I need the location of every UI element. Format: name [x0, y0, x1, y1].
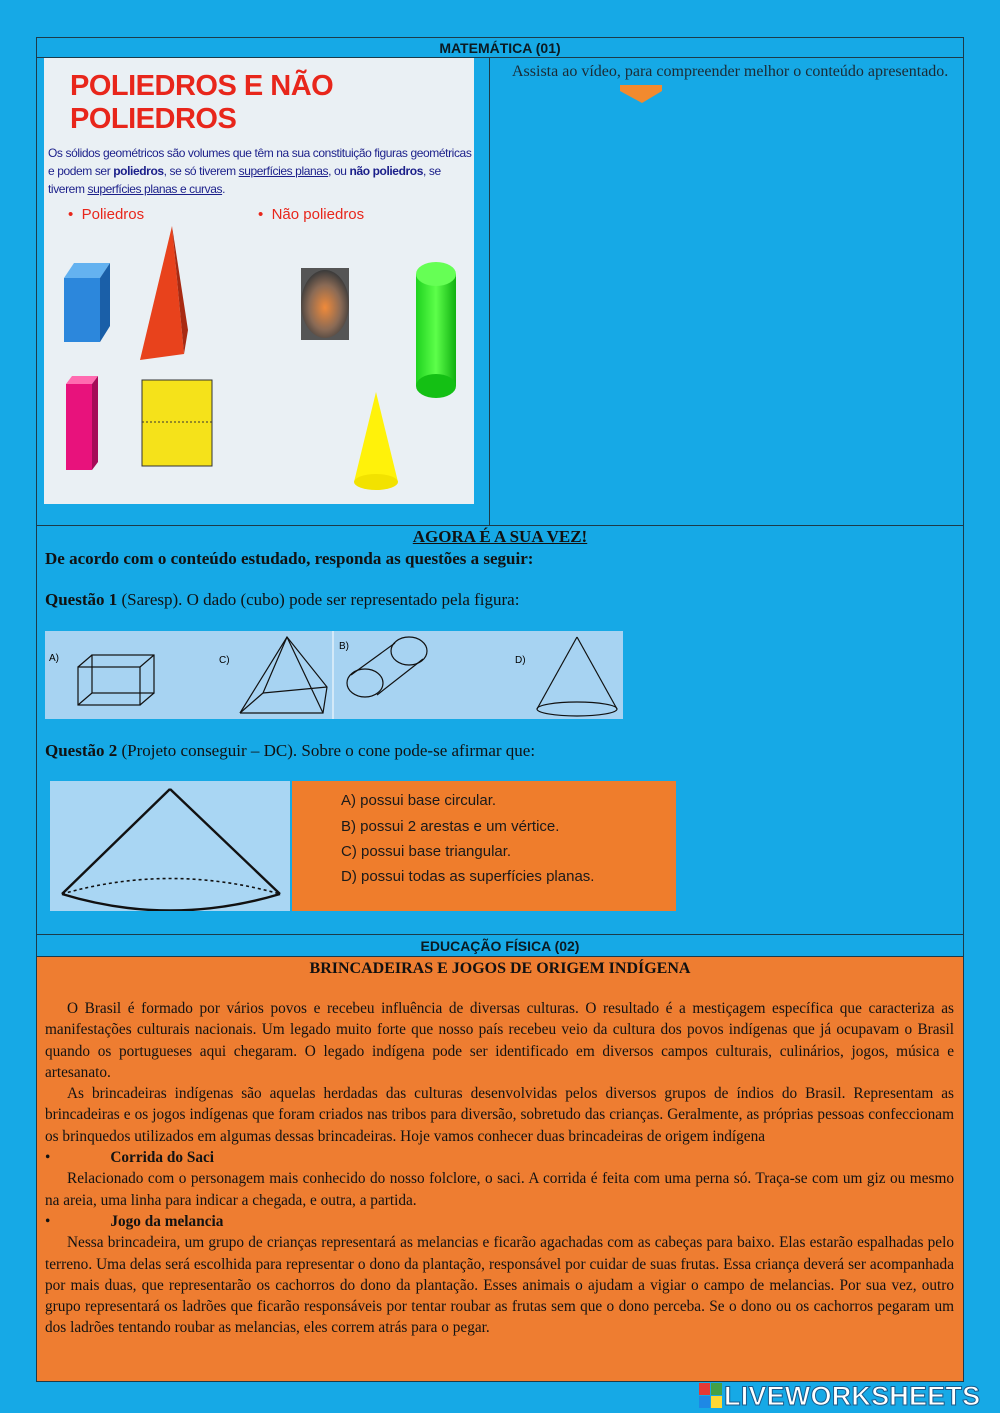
question-2-options	[292, 781, 676, 911]
question-2-cone	[50, 781, 290, 911]
now-title: AGORA É A SUA VEZ!	[412, 527, 588, 546]
option-d-label: D)	[515, 655, 526, 666]
pe-title: BRINCADEIRAS E JOGOS DE ORIGEM INDÍGENA	[309, 960, 691, 977]
game-2-text: Nessa brincadeira, um grupo de crianças representará as melancias e ficarão agachadas com as cabeças para baixo. Elas estarão espalhadas pelo terreno. Uma delas será escolhida para representar o dono da plantação, responsável por cuidar de suas frutas. Essa criança deverá ser acompanhada por mais duas, que representarão os cachorros do dono da plantação. Esses animais o ajudam a vigiar o campo de melancias. Por sua vez, outro grupo representará os ladrões que ficarão responsáveis por tentar roubar as frutas sem que o dono perceba. Se o dono ou os cachorros pegaram um dos ladrões tentando roubar as melancias, eles correm atrás para o pegar.	[45, 1234, 954, 1337]
label-polyhedra: • Poliedros	[68, 206, 145, 223]
question-1: Questão 1 (Saresp). O dado (cubo) pode ser representado pela figura:	[45, 590, 520, 609]
game-2-heading: • Jogo da melancia	[45, 1212, 224, 1230]
video-note: Assista ao vídeo, para compreender melhor o conteúdo apresentado.	[512, 63, 949, 80]
polyhedra-illustration	[44, 58, 474, 504]
blue-prism	[64, 263, 110, 342]
label-non-polyhedra: • Não poliedros	[258, 206, 365, 223]
illustration-text: Os sólidos geométricos são volumes que têm na sua constituição figuras geométricas e podem ser poliedros, se só tiverem superfícies planas, ou não poliedros, se tiverem superfícies planas e curvas.	[48, 146, 472, 196]
math-header: MATEMÁTICA (01)	[36, 37, 964, 58]
game-1-text: Relacionado com o personagem mais conhecido do nosso folclore, o saci. A corrida é feita com uma perna só. Traça-se com um giz ou mesmo na areia, uma linha para indicar a chegada, e outra, a partida.	[45, 1170, 954, 1209]
pink-prism	[66, 376, 98, 470]
yellow-cone	[354, 392, 398, 490]
q2-option-d: D) possui todas as superfícies planas.	[341, 868, 595, 885]
red-pyramid	[140, 226, 188, 360]
question-2: Questão 2 (Projeto conseguir – DC). Sobre o cone pode-se afirmar que:	[45, 741, 536, 760]
q2-option-c: C) possui base triangular.	[341, 843, 512, 860]
down-arrow-icon	[616, 83, 668, 105]
option-c-pyramid	[240, 637, 327, 713]
option-d-cone	[537, 637, 617, 716]
illustration-title: POLIEDROS E NÃO POLIEDROS	[70, 70, 334, 135]
liveworksheets-watermark[interactable]	[698, 1379, 980, 1413]
instruction: De acordo com o conteúdo estudado, responda as questões a seguir:	[45, 549, 534, 568]
q2-option-b: B) possui 2 arestas e um vértice.	[341, 818, 560, 835]
math-video-cell	[489, 57, 964, 526]
option-a-cube	[78, 655, 154, 705]
sphere	[301, 268, 349, 340]
pe-section	[36, 956, 964, 1382]
pe-paragraph-1: O Brasil é formado por vários povos e recebeu influência de diversas culturas. O resultado é a mestiçagem específica que caracteriza as manifestações culturais nacionais. Um legado muito forte que nosso país recebeu veio da cultura dos povos indígenas que já ocupavam o Brasil quando os portugueses aqui chegaram. O legado indígena pode ser identificado em diversos campos culturais, culinários, jogos, música e artesanato.	[45, 1000, 954, 1081]
yellow-cube	[142, 380, 212, 466]
green-cylinder	[416, 262, 456, 398]
liveworksheets-logo-icon	[698, 1381, 724, 1411]
q2-option-a: A) possui base circular.	[341, 792, 497, 809]
watermark-text: LIVEWORKSHEETS	[724, 1380, 981, 1411]
pe-text	[45, 998, 954, 1339]
option-b-label: B)	[339, 641, 349, 652]
pe-header: EDUCAÇÃO FÍSICA (02)	[36, 934, 964, 957]
pe-paragraph-2: As brincadeiras indígenas são aquelas herdadas das culturas desenvolvidas pelos diversos grupos de índios do Brasil. Representam as brincadeiras e os jogos indígenas que foram criados nas tribos para diversão, sobretudo das crianças. Geralmente, as próprias pessoas confeccionam os brinquedos utilizados em algumas dessas brincadeiras. Hoje vamos conhecer duas brincadeiras de origem indígena	[45, 1085, 954, 1145]
option-b-cylinder	[347, 637, 427, 697]
option-c-label: C)	[219, 655, 230, 666]
option-a-label: A)	[49, 653, 59, 664]
game-1-heading: • Corrida do Saci	[45, 1149, 215, 1167]
question-1-figures	[45, 631, 623, 719]
solids-drawing	[44, 58, 474, 504]
worksheet	[36, 37, 964, 1382]
